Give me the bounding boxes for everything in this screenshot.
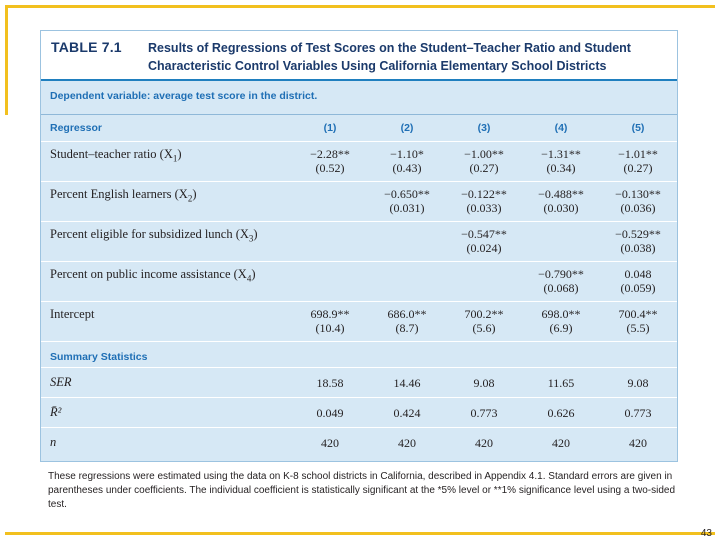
coefficient-cell: 686.0** [387,307,427,321]
row-divider [41,427,677,428]
regressor-label-end: ) [177,147,182,161]
divider [41,341,677,342]
row-divider [41,397,677,398]
column-header-1: (1) [323,122,337,134]
standard-error-cell: (0.27) [469,161,499,175]
regression-table [40,30,678,462]
coefficient-cell: 698.9** [310,307,350,321]
standard-error-cell: (8.7) [395,321,419,335]
regressor-label [50,147,182,164]
coefficient-cell: 700.4** [618,307,658,321]
coefficient-cell: −0.547** [461,227,507,241]
coefficient-cell: −0.650** [384,187,430,201]
coefficient-cell: −0.122** [461,187,507,201]
summary-value-cell: 420 [321,436,339,450]
coefficient-cell: 0.048 [624,267,652,281]
divider [41,114,677,115]
regressor-label [50,227,258,244]
table-number: TABLE 7.1 [51,39,122,55]
row-divider [41,301,677,302]
summary-value-cell: 18.58 [316,376,344,390]
standard-error-cell: (0.059) [620,281,656,295]
regressor-label-end: ) [253,227,258,241]
coefficient-cell: −2.28** [310,147,350,161]
summary-value-cell: 420 [475,436,493,450]
slide-accent-bottom [5,532,715,535]
regressor-label-end: ) [192,187,197,201]
table-title: Results of Regressions of Test Scores on the Student–Teacher Ratio and Student Characteristic Control Variables Using California Elementary School Districts [148,41,631,73]
coefficient-cell: 700.2** [464,307,504,321]
summary-label: R̄² [50,405,62,419]
summary-value-cell: 11.65 [547,376,575,390]
regressor-label [50,307,94,324]
regressor-label-text: Percent eligible for subsidized lunch (X [50,227,249,241]
standard-error-cell: (0.038) [620,241,656,255]
summary-value-cell: 420 [629,436,647,450]
summary-value-cell: 0.626 [547,406,575,420]
standard-error-cell: (6.9) [549,321,573,335]
coefficient-cell: 698.0** [541,307,581,321]
slide-accent-top [5,5,715,8]
summary-statistics-header: Summary Statistics [50,351,148,363]
divider [41,141,677,142]
standard-error-cell: (0.024) [466,241,502,255]
coefficient-cell: −1.01** [618,147,658,161]
standard-error-cell: (0.031) [389,201,425,215]
standard-error-cell: (10.4) [315,321,345,335]
coefficient-cell: −0.130** [615,187,661,201]
table-note: These regressions were estimated using the data on K-8 school districts in California, described in Appendix 4.1. Standard errors are given in parentheses under coefficients. The individual coefficient is statistically significant at the *5% level or **1% significance level using a two-sided test. [48,471,676,510]
summary-value-cell: 9.08 [627,376,649,390]
regressor-subscript: 1 [172,153,178,164]
row-divider [41,221,677,222]
coefficient-cell: −0.488** [538,187,584,201]
regressor-header: Regressor [50,122,102,134]
standard-error-cell: (0.52) [315,161,345,175]
regressor-label-text: Intercept [50,307,95,321]
column-header-4: (4) [554,122,568,134]
regressor-subscript: 3 [248,233,254,244]
regressor-label-text: Student–teacher ratio (X [50,147,173,161]
summary-label: n [50,435,57,449]
coefficient-cell: −1.00** [464,147,504,161]
standard-error-cell: (0.033) [466,201,502,215]
regressor-subscript: 4 [246,273,252,284]
summary-label: SER [50,375,72,389]
summary-value-cell: 0.424 [393,406,421,420]
column-header-3: (3) [477,122,491,134]
summary-value-cell: 0.773 [470,406,498,420]
standard-error-cell: (5.5) [626,321,650,335]
slide-accent-left [5,5,8,115]
regressor-subscript: 2 [187,193,193,204]
standard-error-cell: (0.030) [543,201,579,215]
divider [41,367,677,368]
table-title-band [41,31,677,81]
coefficient-cell: −1.10* [390,147,424,161]
standard-error-cell: (0.036) [620,201,656,215]
coefficient-cell: −1.31** [541,147,581,161]
regressor-label-text: Percent English learners (X [50,187,188,201]
coefficient-cell: −0.529** [615,227,661,241]
column-header-5: (5) [631,122,645,134]
standard-error-cell: (0.068) [543,281,579,295]
summary-value-cell: 0.049 [316,406,344,420]
regressor-label [50,187,196,204]
summary-value-cell: 420 [398,436,416,450]
regressor-label [50,267,256,284]
standard-error-cell: (5.6) [472,321,496,335]
summary-value-cell: 420 [552,436,570,450]
column-header-2: (2) [400,122,414,134]
regressor-label-text: Percent on public income assistance (X [50,267,247,281]
summary-value-cell: 14.46 [393,376,421,390]
regressor-label-end: ) [251,267,256,281]
standard-error-cell: (0.43) [392,161,422,175]
standard-error-cell: (0.34) [546,161,576,175]
standard-error-cell: (0.27) [623,161,653,175]
summary-value-cell: 9.08 [473,376,495,390]
dependent-variable-label: Dependent variable: average test score in the district. [50,90,318,102]
page-number: 43 [700,528,712,539]
summary-value-cell: 0.773 [624,406,652,420]
coefficient-cell: −0.790** [538,267,584,281]
row-divider [41,261,677,262]
row-divider [41,181,677,182]
